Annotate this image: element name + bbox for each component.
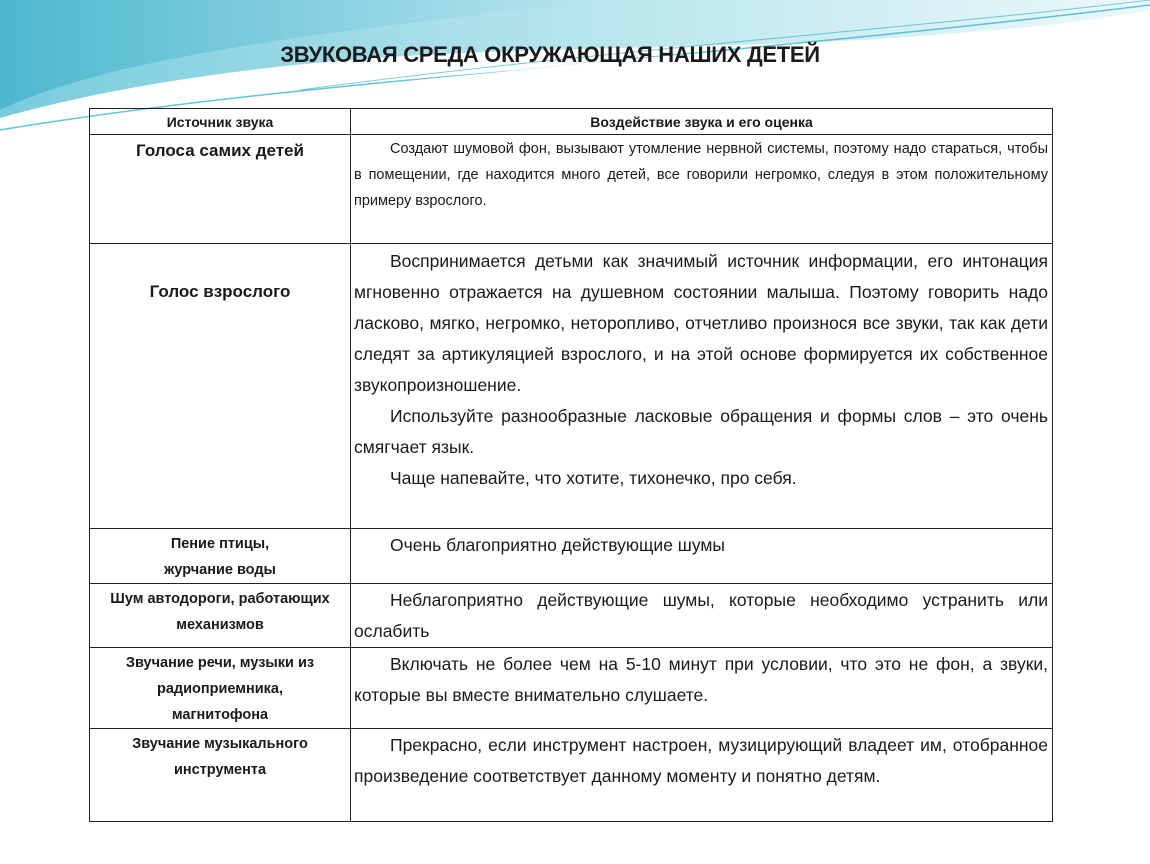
row-source: Голос взрослого [90, 244, 351, 529]
effect-paragraph: Прекрасно, если инструмент настроен, музицирующий владеет им, отобранное произведение соответствует данному моменту и понятно детям. [354, 735, 1048, 786]
row-effect [351, 244, 1053, 529]
effect-paragraph: Чаще напевайте, что хотите, тихонечко, про себя. [390, 468, 797, 488]
effect-paragraph: Воспринимается детьми как значимый источник информации, его интонация мгновенно отражается на душевном состоянии малыша. Поэтому говорить надо ласково, мягко, негромко, неторопливо, отчетливо произнося все звуки, так как дети следят за артикуляцией взрослого, и на этой основе формируется их собственное звукопроизношение. [354, 251, 1048, 395]
row-source: Звучание музыкального инструмента [90, 729, 351, 822]
row-effect [351, 135, 1053, 244]
row-effect [351, 648, 1053, 729]
effect-paragraph: Включать не более чем на 5-10 минут при условии, что это не фон, а звуки, которые вы вместе внимательно слушаете. [354, 654, 1048, 705]
row-source: Звучание речи, музыки из радиоприемника, магнитофона [90, 648, 351, 729]
effect-paragraph: Неблагоприятно действующие шумы, которые необходимо устранить или ослабить [354, 590, 1048, 641]
table-row [90, 729, 1053, 822]
effect-paragraph: Используйте разнообразные ласковые обращения и формы слов – это очень смягчает язык. [354, 406, 1048, 457]
header-effect: Воздействие звука и его оценка [351, 109, 1053, 135]
effect-paragraph: Создают шумовой фон, вызывают утомление нервной системы, поэтому надо стараться, чтобы в помещении, где находится много детей, все говорили негромко, следуя в этом положительному примеру взрослого. [354, 141, 1048, 209]
header-source: Источник звука [90, 109, 351, 135]
page-title: ЗВУКОВАЯ СРЕДА ОКРУЖАЮЩАЯ НАШИХ ДЕТЕЙ [280, 42, 820, 67]
table-header-row [90, 109, 1053, 135]
table-row [90, 135, 1053, 244]
table-row [90, 529, 1053, 584]
table-row [90, 584, 1053, 648]
sound-environment-table [89, 108, 1053, 822]
table-row [90, 648, 1053, 729]
row-effect [351, 529, 1053, 584]
effect-paragraph: Очень благоприятно действующие шумы [390, 535, 725, 555]
row-effect [351, 584, 1053, 648]
row-source: Шум автодороги, работающих механизмов [90, 584, 351, 648]
row-source: Пение птицы, журчание воды [90, 529, 351, 584]
row-source: Голоса самих детей [90, 135, 351, 244]
table-row [90, 244, 1053, 529]
row-effect [351, 729, 1053, 822]
